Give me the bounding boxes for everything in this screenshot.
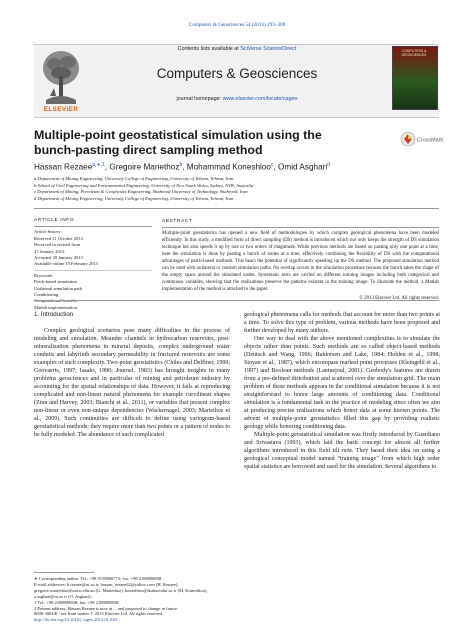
- history-label: Article history:: [34, 229, 62, 235]
- author-name: Gregoire Mariethoz: [109, 162, 180, 172]
- abstract-rule: [162, 227, 439, 228]
- body-paragraph: Multiple-point geostatistical simulation was firstly introduced by Guardiano and Srivastava (1993), which laid the basic concept for almost all further algorithms introduced in this field till now. They based their idea on using a geological conceptual model named “training image” from which high order spatial statistics are borrowed and used for the simulation. Several algorithms to: [244, 432, 440, 470]
- body-right-column: [244, 311, 440, 471]
- section-heading-introduction: 1. Introduction: [34, 311, 74, 318]
- history-item: 27 January 2013: [34, 248, 65, 254]
- body-left-column: [34, 311, 230, 439]
- affiliation: a Department of Mining Engineering, University College of Engineering, University of Tehran, Tehran, Iran: [34, 176, 234, 181]
- footnotes: [34, 576, 230, 612]
- homepage-prefix: journal homepage:: [176, 96, 223, 102]
- author-name: Omid Asghari: [278, 162, 328, 172]
- author-sup: d: [327, 162, 330, 168]
- abstract-text: Multiple-point geostatistics has opened a new field of methodologies by which complex geological phenomena have been modeled efficiently. In this study, a modified form of direct sampling (DS) method is introduced which not only keeps the strength of DS simulation technique but also speeds it up by one or two orders of magnitude. While previous methods are based on pasting only one point at a time, here the simulation is done by pasting a bunch of nodes at a time, effectively combining the flexibility of DS with the computational advantages of patch-based methods. This bears the potential of significantly speeding up the DS method. The proposed simulation method can be used with unilateral or random simulation paths. No overlap occurs in the simulation procedure because the bunch takes the shape of the empty space around the simulated nodes. Systematic tests are carried on different training images including both categorical and continuous variables, showing that the realizations preserve the patterns existent in the training image. To illustrate the method, a Matlab implementation of the method is attached to the paper.: [162, 231, 439, 292]
- author-sup: c: [270, 162, 274, 168]
- article-info: [34, 218, 152, 311]
- abstract-heading: ABSTRACT: [162, 219, 193, 224]
- journal-header: [34, 44, 439, 118]
- homepage-link[interactable]: www.elsevier.com/locate/cageo: [222, 96, 298, 102]
- copyright-line: © 2013 Elsevier Ltd. All rights reserved.: [359, 296, 439, 301]
- section-divider: [34, 208, 439, 209]
- author-sup: b: [179, 162, 183, 168]
- keywords-label: Keywords:: [34, 272, 54, 278]
- history-item: Received 11 October 2012: [34, 235, 83, 241]
- keyword: Conditioning: [34, 292, 59, 298]
- footnote: E-mail addresses: h.rezaee@ut.ac.ir, hassan_rezaee62@yahoo.com (H. Rezaee), gregoire.mariethoz@unsw.edu.au (G. Mariethoz), koneshloo@shahroodut.ac.ir (M. Koneshloo), o.asghari@ut.ac.ir (O. Asghari).: [34, 582, 208, 599]
- section-divider: [34, 300, 439, 301]
- crossmark-icon[interactable]: [400, 130, 444, 148]
- contents-prefix: Contents lists available at: [177, 46, 241, 52]
- cover-title: COMPUTERS & GEOSCIENCES: [401, 49, 427, 57]
- body-paragraph: geological phenomena calls for methods that account for more than two points at a time. To solve this type of problem, various methods have been proposed and further developed by many authors.: [244, 312, 440, 334]
- abstract: [162, 218, 439, 302]
- journal-name: Computers & Geosciences: [156, 66, 318, 81]
- affiliation: c Department of Mining, Petroleum & Geophysics Engineering, Shahrood University of Technology, Shahrood, Iran: [34, 189, 248, 195]
- affiliation-list: [34, 176, 434, 202]
- journal-reference: Computers & Geosciences 54 (2013) 293–308: [188, 22, 286, 28]
- sciencedirect-link[interactable]: SciVerse ScienceDirect: [240, 46, 297, 52]
- author-sup: a,∗,1: [92, 162, 105, 168]
- footnote: ∗ Corresponding author. Tel.: +98 9159860773; fax: +98 2188008838.: [34, 576, 163, 581]
- body-paragraph: One way to deal with the above mentioned complexities is to simulate the objects rather than points. Such methods are so called object-based methods (Deutsch and Wang, 1996; Haldorsen and Lake, 1984; Holden et al., 1998; Stoyan et al., 1987), which encompass marked point processes (Kleingeld et al., 1997) and Boolean methods (Lantuejoul, 2001). Geobody's features are drawn from a pre-defined distribution and scattered over the simulation grid. The main problem of these methods appears in the conditional simulation because it is not straightforward to honor large amounts of conditioning data. Conditional simulation is a fundamental task in the practice of modeling since often we aim at producing precise realizations which honor data at some known points. The advent of multiple-point geostatistics filled this gap by providing realistic geology while honoring conditioning data.: [244, 336, 440, 430]
- crossmark-label: CrossMark: [417, 137, 444, 144]
- history-item: Received in revised form: [34, 242, 81, 248]
- elsevier-tree-logo-icon: [38, 46, 84, 106]
- keyword: Computational benefits: [34, 298, 77, 304]
- issn-line: 0098-3004/$ - see front matter © 2013 Elsevier Ltd. All rights reserved.: [34, 611, 164, 616]
- keyword: Matlab implementation: [34, 304, 77, 310]
- article-title: Multiple-point geostatistical simulation using the bunch-pasting direct sampling method: [34, 128, 322, 157]
- homepage-line: [92, 96, 382, 102]
- author-name: Mohammad Koneshloo: [186, 162, 271, 172]
- contents-line: [92, 46, 382, 52]
- info-rule: [34, 270, 152, 271]
- keyword: Patch-based simulation: [34, 279, 77, 285]
- affiliation: d Department of Mining Engineering, University College of Engineering, University of Tehran, Tehran, Iran: [34, 195, 234, 201]
- history-item: Accepted 29 January 2013: [34, 255, 83, 261]
- keyword: Unilateral simulation path: [34, 285, 82, 291]
- elsevier-wordmark: ELSEVIER: [43, 106, 79, 113]
- footnote: 2 Present address: Hassan Rezaee is now at ... and proposed to change in future.: [34, 606, 178, 611]
- author-list: Hassan Rezaee$^{a,∗,1}$, Gregoire Mariethoz$^b$, Mohammad Koneshloo$^c$, Omid Asghari$^d$: [34, 162, 330, 172]
- issn-block: [34, 611, 230, 623]
- footnote: 1 Tel.: +98 2188008838; fax: +98 2188008838.: [34, 600, 120, 605]
- author-name: Hassan Rezaee: [34, 162, 93, 172]
- footnote-rule: [34, 572, 94, 573]
- body-paragraph: Complex geological scenarios pose many difficulties in the process of modeling and simulation. Meander channels in hydrocarbon reservoirs, post-mineralization phenomena in mineral deposits, complex underground water conduits and labyrinth secondary permeability in fractured reservoirs are some examples of such complexity. Two-point geostatistics (Chiles and Delfiner, 1999; Goovaerts, 1997; Isaaks, 1990; Journel, 1983) has brought insights in many problems geosciences and in particular of mining and petroleum industry by accounting for the spatial relationships of data. However, it fails at reproducing complicated and non-linear natural phenomena for example curvilinear shapes (Zinn and Harvey, 2003; Bianchi et al., 2011), or variables that present complex non-linear or even non-unique dependencies (Wackernagel, 2003; Mariethoz et al., 2009). Such continuities are difficult to define using variogram-based geostatistical methods; they require more than two points or a pattern of nodes to be fully modeled. The abundance of such complicated: [34, 328, 230, 438]
- history-item: Available online 15 February 2013: [34, 261, 98, 267]
- doi-link[interactable]: http://dx.doi.org/10.1016/j.cageo.2013.01.020: [34, 617, 117, 622]
- affiliation: b School of Civil Engineering and Environmental Engineering, University of New South Wales, Sydney, NSW, Australia: [34, 182, 254, 188]
- article-info-heading: ARTICLE INFO: [34, 218, 75, 223]
- info-rule: [34, 226, 152, 227]
